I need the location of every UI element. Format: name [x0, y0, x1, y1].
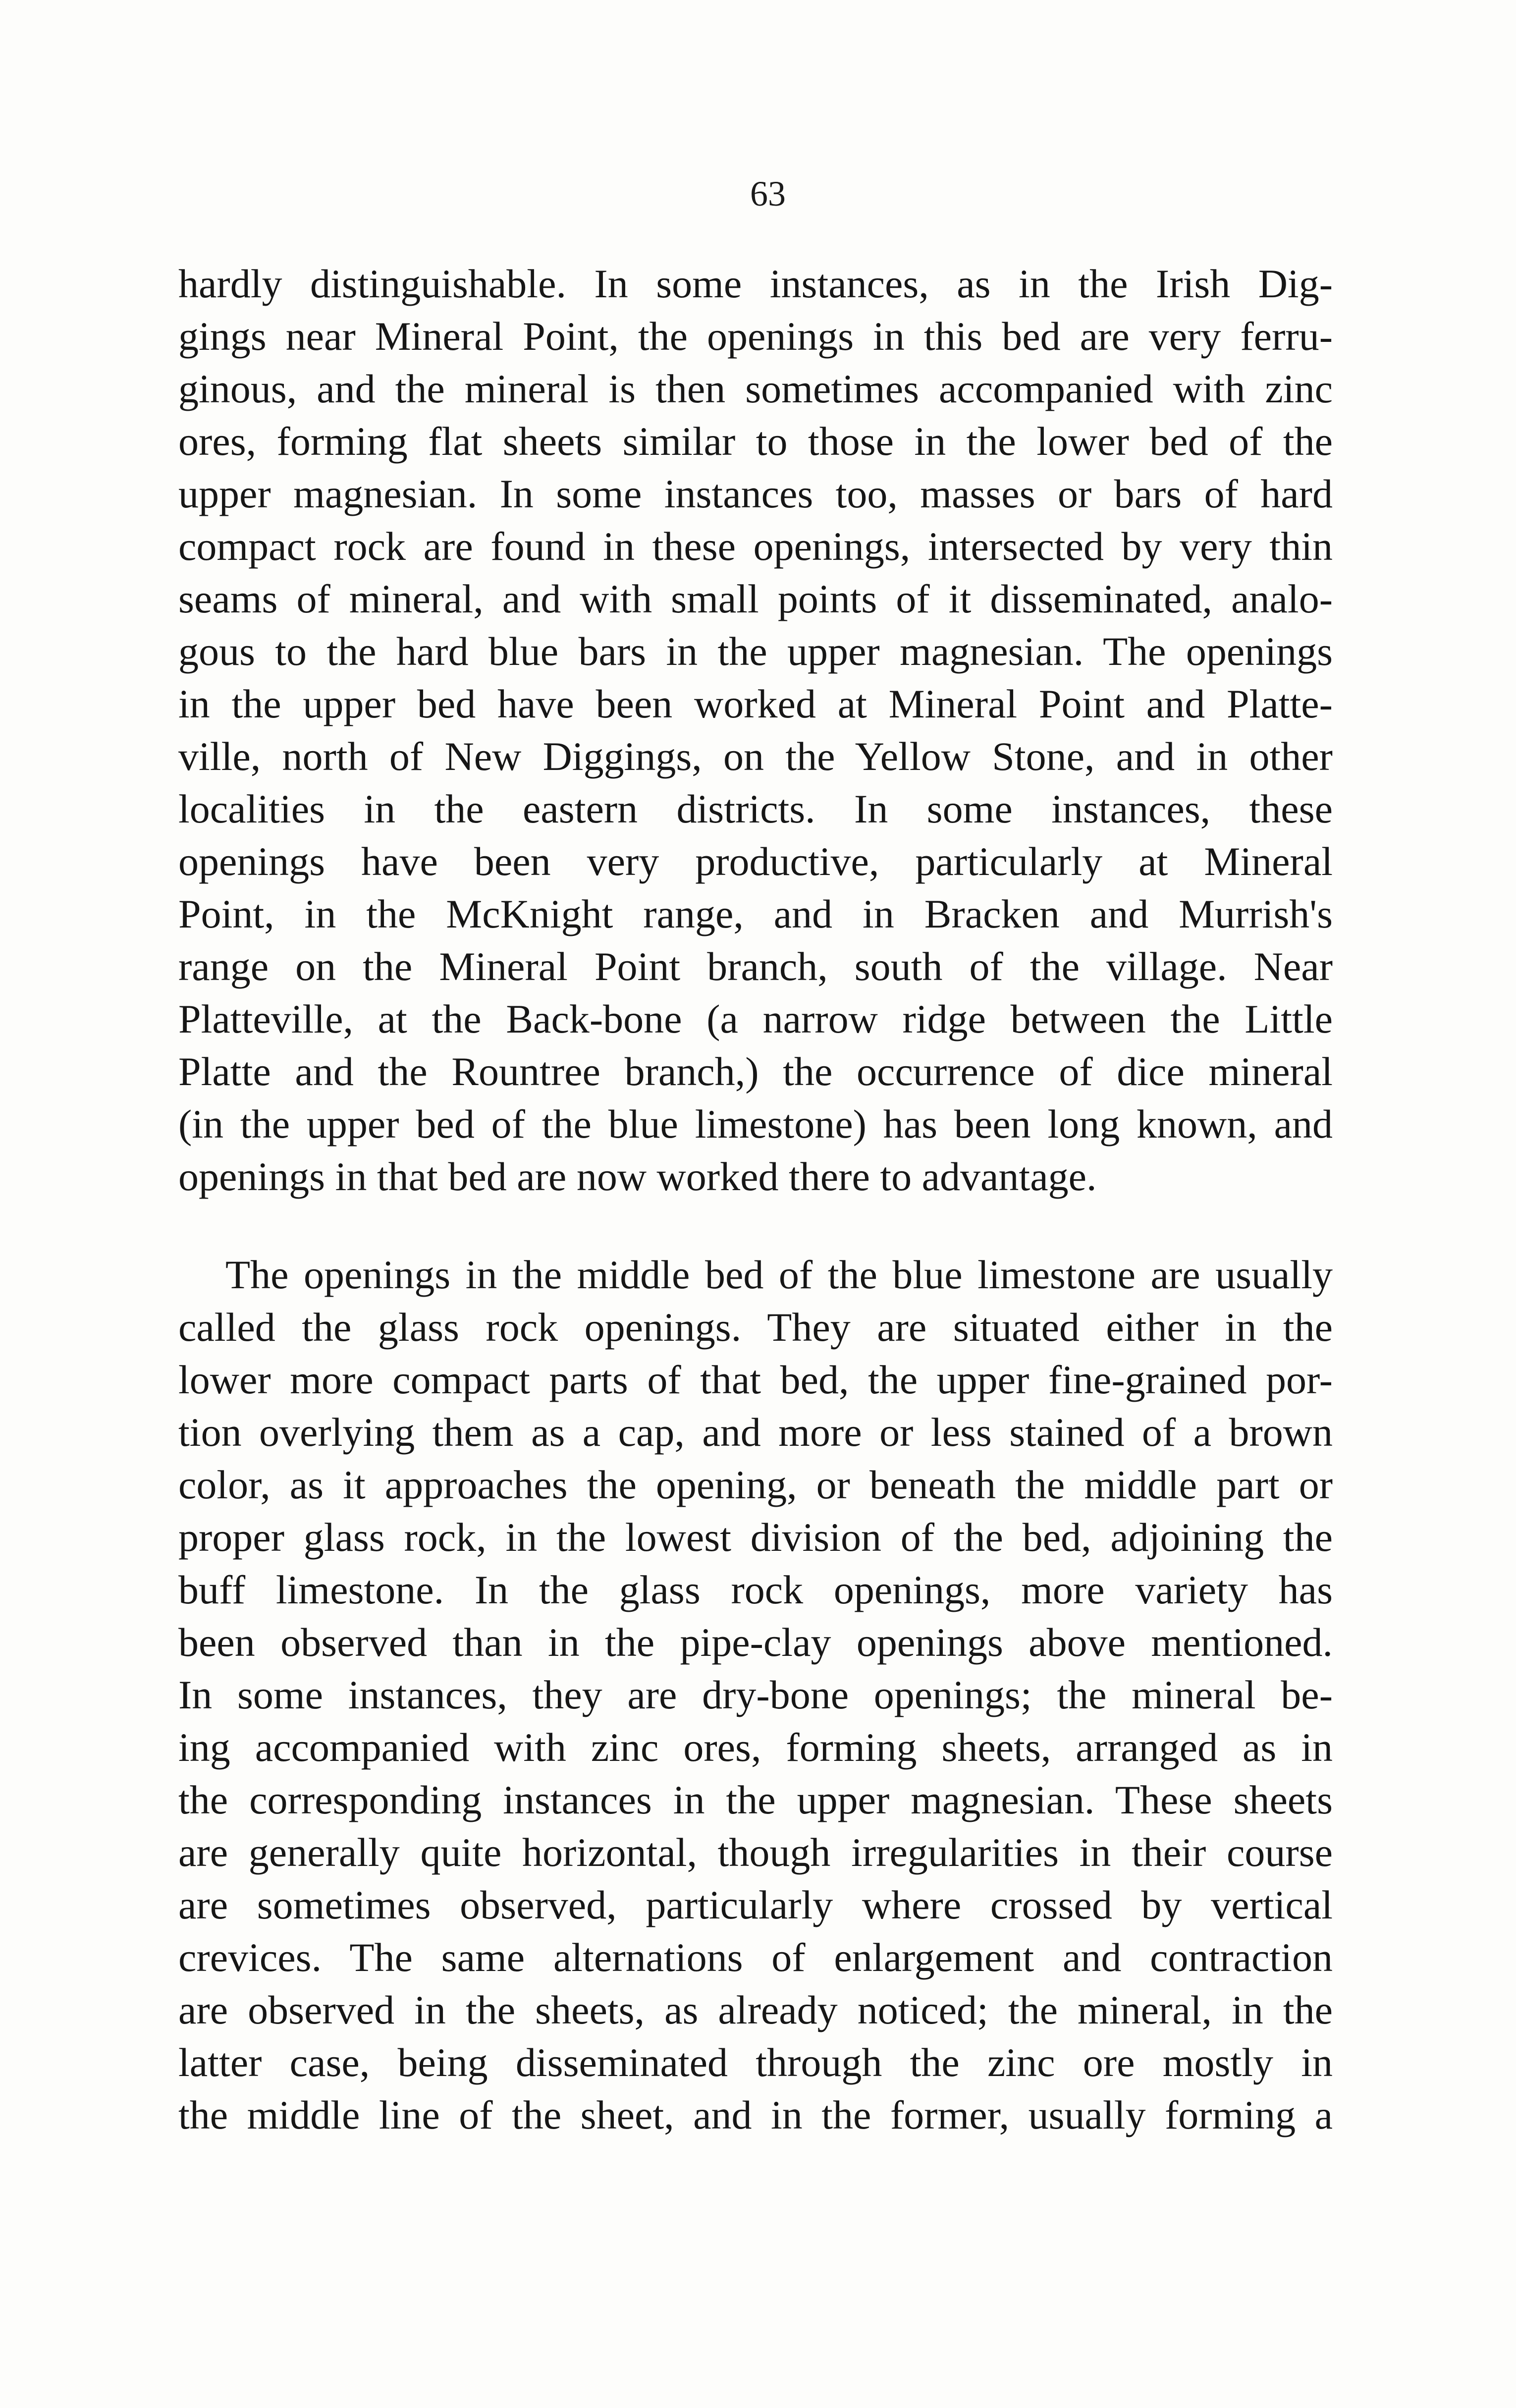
text-line: are generally quite horizontal, though irregularities in their course: [178, 1830, 1333, 1875]
text-line: lower more compact parts of that bed, the upper fine-grained por-: [178, 1357, 1333, 1402]
text-line: tion overlying them as a cap, and more or less stained of a brown: [178, 1410, 1333, 1455]
text-line: the middle line of the sheet, and in the former, usually forming a: [178, 2092, 1333, 2137]
paragraph-1: [178, 258, 1333, 1203]
text-line: gings near Mineral Point, the openings in this bed are very ferru-: [178, 314, 1333, 359]
text-line: openings in that bed are now worked there to advantage.: [178, 1154, 1097, 1199]
text-line: proper glass rock, in the lowest division of the bed, adjoining the: [178, 1515, 1333, 1560]
page-number: 63: [750, 174, 786, 214]
text-line: openings have been very productive, particularly at Mineral: [178, 839, 1333, 884]
text-line: ville, north of New Diggings, on the Yellow Stone, and in other: [178, 734, 1333, 779]
text-line: latter case, being disseminated through the zinc ore mostly in: [178, 2040, 1333, 2085]
paragraph-2: [178, 1249, 1333, 2141]
text-line: seams of mineral, and with small points of it disseminated, analo-: [178, 576, 1333, 621]
text-line: hardly distinguishable. In some instances, as in the Irish Dig-: [178, 261, 1333, 306]
text-line: Platteville, at the Back-bone (a narrow ridge between the Little: [178, 996, 1333, 1041]
text-line: gous to the hard blue bars in the upper magnesian. The openings: [178, 629, 1333, 674]
text-line: color, as it approaches the opening, or beneath the middle part or: [178, 1462, 1333, 1507]
text-line: crevices. The same alternations of enlargement and contraction: [178, 1935, 1333, 1980]
text-line: range on the Mineral Point branch, south of the village. Near: [178, 944, 1333, 989]
text-line: are observed in the sheets, as already noticed; the mineral, in the: [178, 1987, 1333, 2032]
text-line: the corresponding instances in the upper magnesian. These sheets: [178, 1777, 1333, 1822]
text-line: called the glass rock openings. They are situated either in the: [178, 1305, 1333, 1350]
text-line: buff limestone. In the glass rock openings, more variety has: [178, 1567, 1333, 1612]
text-line: are sometimes observed, particularly where crossed by vertical: [178, 1882, 1333, 1927]
text-line: ing accompanied with zinc ores, forming sheets, arranged as in: [178, 1725, 1333, 1770]
text-line: been observed than in the pipe-clay openings above mentioned.: [178, 1620, 1333, 1665]
text-line: upper magnesian. In some instances too, masses or bars of hard: [178, 471, 1333, 516]
text-line: The openings in the middle bed of the blue limestone are usually: [225, 1252, 1333, 1297]
text-line: in the upper bed have been worked at Mineral Point and Platte-: [178, 681, 1333, 726]
text-line: ores, forming flat sheets similar to those in the lower bed of the: [178, 419, 1333, 464]
text-line: compact rock are found in these openings, intersected by very thin: [178, 524, 1333, 569]
text-line: In some instances, they are dry-bone openings; the mineral be-: [178, 1672, 1333, 1717]
text-line: ginous, and the mineral is then sometimes accompanied with zinc: [178, 366, 1333, 411]
text-line: Platte and the Rountree branch,) the occurrence of dice mineral: [178, 1049, 1333, 1094]
text-line: Point, in the McKnight range, and in Bracken and Murrish's: [178, 891, 1333, 936]
text-line: (in the upper bed of the blue limestone) has been long known, and: [178, 1101, 1333, 1147]
text-line: localities in the eastern districts. In some instances, these: [178, 786, 1333, 831]
